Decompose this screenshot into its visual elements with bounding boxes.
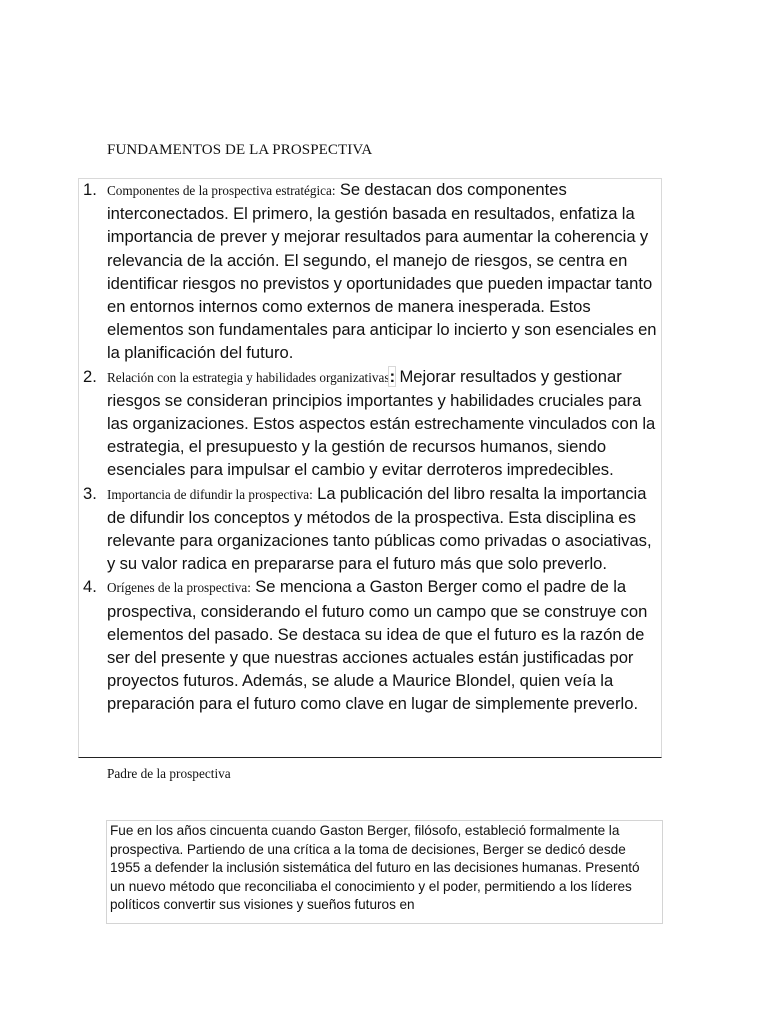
paragraph-box xyxy=(106,820,663,924)
page-title: FUNDAMENTOS DE LA PROSPECTIVA xyxy=(107,142,373,158)
list-item-number: 1. xyxy=(83,180,97,199)
section-subtitle: Padre de la prospectiva xyxy=(107,766,231,781)
list-item-heading: Componentes de la prospectiva estratégica: xyxy=(107,183,336,198)
list-item xyxy=(78,178,664,365)
list-item-text: Mejorar resultados y gestionar riesgos se consideran principios importantes y habilidades cruciales para las organizaciones. Estos aspectos están estrechamente vinculados con la estrategia, el presupuesto y la gestión de recursos humanos, siendo esenciales para impulsar el cambio y evitar derroteros impredecibles. xyxy=(107,366,656,480)
list-item xyxy=(78,482,664,576)
list-item xyxy=(78,365,664,482)
list-item-heading-colon: : xyxy=(389,366,396,386)
paragraph-text: Fue en los años cincuenta cuando Gaston Berger, filósofo, estableció formalmente la prospectiva. Partiendo de una crítica a la toma de decisiones, Berger se dedicó desde 1955 a defender la inclusión sistemática del futuro en las decisiones humanas. Presentó un nuevo método que reconciliaba el conocimiento y el poder, permitiendo a los líderes políticos convertir sus visiones y sueños futuros en xyxy=(110,823,640,913)
list-item-text: La publicación del libro resalta la importancia de difundir los conceptos y métodos de la prospectiva. Esta disciplina es relevante para organizaciones tanto públicas como privadas o asociativas, y su valor radica en prepararse para el futuro más que solo preverlo. xyxy=(107,483,652,574)
list-item-text: Se menciona a Gaston Berger como el padre de la prospectiva, considerando el futuro como un campo que se construye con elementos del pasado. Se destaca su idea de que el futuro es la razón de ser del presente y que nuestras acciones actuales están justificadas por proyectos futuros. Además, se alude a Maurice Blondel, quien veía la preparación para el futuro como clave en lugar de simplemente preverlo. xyxy=(107,577,648,714)
list-item-text: Se destacan dos componentes interconectados. El primero, la gestión basada en resultados, enfatiza la importancia de prever y mejorar resultados para aumentar la coherencia y relevancia de la acción. El segundo, el manejo de riesgos, se centra en identificar riesgos no previstos y oportunidades que pueden impactar tanto en entornos internos como externos de manera inesperada. Estos elementos son fundamentales para anticipar lo incierto y son esenciales en la planificación del futuro. xyxy=(107,180,657,363)
list-item-heading: Orígenes de la prospectiva: xyxy=(107,580,251,596)
numbered-list xyxy=(78,178,664,716)
list-item-number: 4. xyxy=(83,577,97,597)
list-item-heading: Importancia de difundir la prospectiva: xyxy=(107,486,313,502)
list-item xyxy=(78,575,664,715)
list-item-number: 3. xyxy=(83,483,97,503)
list-item-number: 2. xyxy=(83,366,97,386)
list-item-heading: Relación con la estrategia y habilidades organizativas xyxy=(107,369,390,385)
